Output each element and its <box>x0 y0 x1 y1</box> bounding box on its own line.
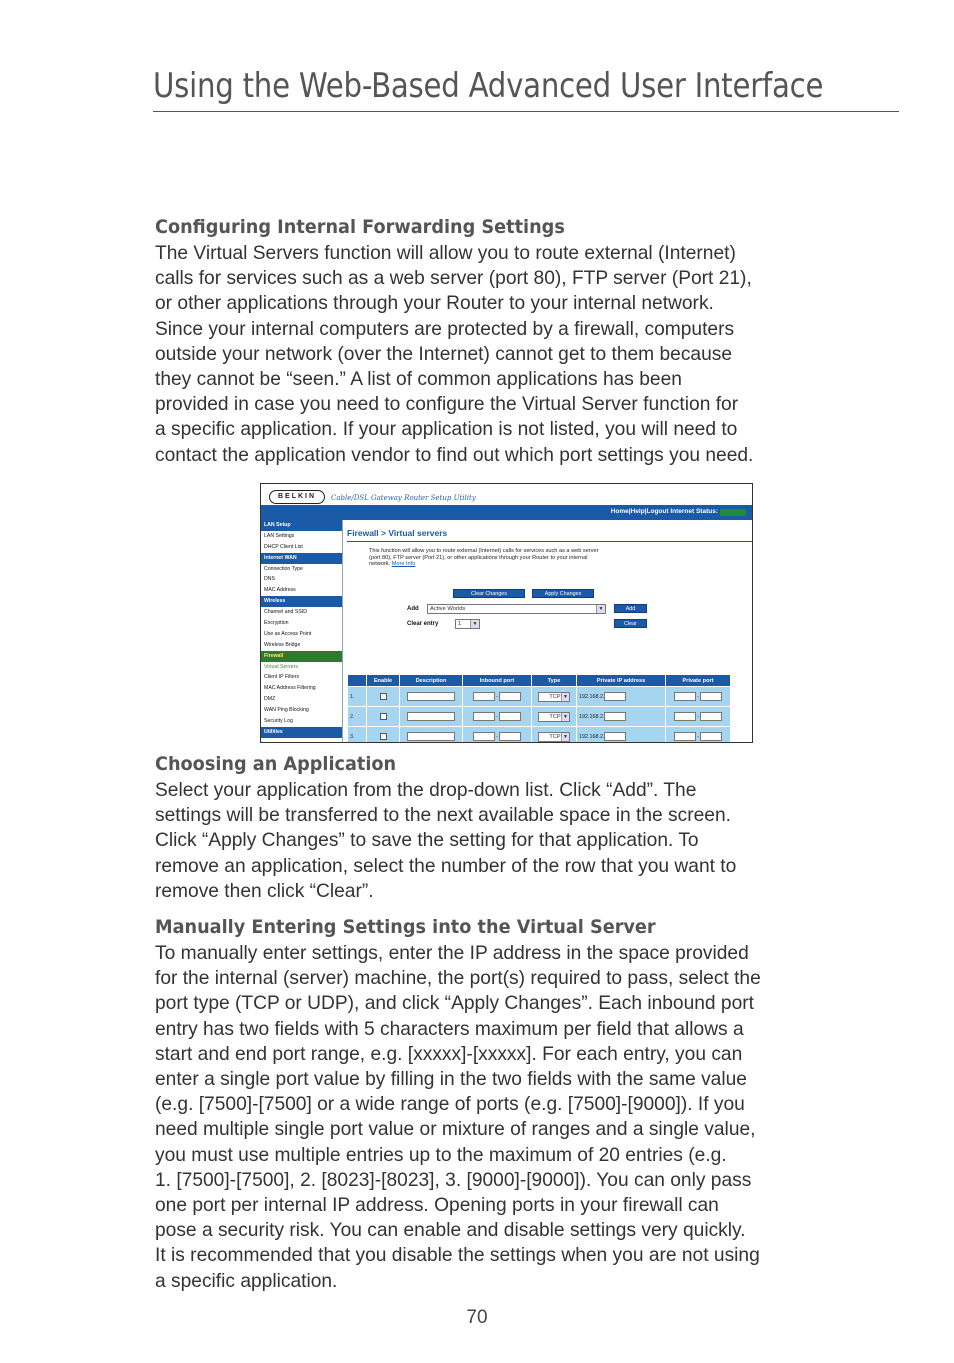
private-port-end-input[interactable] <box>700 692 722 701</box>
paragraph-line: Select your application from the drop-down list. Click “Add”. The <box>155 780 697 801</box>
row-number: 2. <box>350 713 355 720</box>
paragraph-line: one port per internal IP address. Opening ports in your firewall can <box>155 1195 719 1217</box>
table-row <box>348 707 730 726</box>
table-row <box>348 727 730 743</box>
chevron-down-icon: ▼ <box>596 605 605 613</box>
private-port-cell <box>666 727 730 743</box>
description-line-last <box>369 561 689 568</box>
paragraph-line: outside your network (over the Internet) cannot get to them because <box>155 343 733 365</box>
private-port-start-input[interactable] <box>674 732 696 741</box>
sidebar-item[interactable]: WAN Ping Blocking <box>264 707 309 714</box>
clear-changes-button[interactable]: Clear Changes <box>453 589 525 598</box>
type-cell <box>532 707 576 726</box>
private-port-start-input[interactable] <box>674 692 696 701</box>
description-cell <box>400 727 462 743</box>
sidebar-section-active: Firewall <box>261 651 342 662</box>
sidebar-section: Utilities <box>261 727 342 738</box>
paragraph-line: they cannot be “seen.” A list of common applications has been <box>155 369 682 391</box>
type-select-value: TCP <box>549 713 561 720</box>
description-line: This function will allow you to route external (Internet) calls for services such as a web server <box>369 548 599 554</box>
chevron-down-icon: ▼ <box>561 733 569 741</box>
paragraph-line: or other applications through your Router to your internal network. <box>155 293 714 315</box>
private-port-end-input[interactable] <box>700 732 722 741</box>
column-header: Enable <box>367 675 399 686</box>
sidebar-item[interactable]: MAC Address <box>264 587 296 594</box>
paragraph-line: entry has two fields with 5 characters maximum per field that allows a <box>155 1018 744 1040</box>
clear-button[interactable]: Clear <box>614 619 647 628</box>
section2-paragraph <box>155 778 885 904</box>
sidebar-item[interactable]: Encryption <box>264 620 289 627</box>
sidebar-item[interactable]: Connection Type <box>264 565 303 572</box>
type-select[interactable] <box>538 732 570 742</box>
private-port-cell <box>666 687 730 706</box>
port-range-dash: - <box>697 733 699 740</box>
paragraph-line: settings will be transferred to the next available space in the screen. <box>155 805 731 827</box>
paragraph-line: remove an application, select the number of the row that you want to <box>155 855 737 877</box>
inbound-port-end-input[interactable] <box>499 712 521 721</box>
paragraph-line: contact the application vendor to find out which port settings you need. <box>155 444 754 466</box>
clear-entry-select[interactable] <box>455 619 480 629</box>
description-line: (port 80), FTP server (Port 21), or other applications through your Router to your internal <box>369 554 588 561</box>
enable-cell <box>367 687 399 706</box>
virtual-servers-table <box>347 674 731 743</box>
port-range-dash: - <box>496 733 498 740</box>
type-cell <box>532 687 576 706</box>
application-select-value: Active Worlds <box>430 606 466 612</box>
belkin-logo: BELKIN <box>269 490 325 504</box>
utility-title: Cable/DSL Gateway Router Setup Utility <box>331 494 476 502</box>
section3-paragraph <box>155 941 885 1294</box>
private-ip-cell <box>577 707 665 726</box>
private-ip-cell <box>577 727 665 743</box>
breadcrumb-rule <box>347 541 752 542</box>
sidebar-section: LAN Setup <box>261 520 342 531</box>
page-title: Using the Web-Based Advanced User Interface <box>153 66 824 106</box>
type-select[interactable] <box>538 712 570 722</box>
paragraph-line: a specific application. If your application is not listed, you will need to <box>155 419 738 441</box>
enable-checkbox[interactable] <box>380 713 387 720</box>
sidebar-item[interactable]: Use as Access Point <box>264 630 312 637</box>
inbound-port-cell <box>463 707 531 726</box>
inbound-port-cell <box>463 727 531 743</box>
private-ip-input[interactable] <box>604 712 626 721</box>
type-select-value: TCP <box>549 733 561 740</box>
sidebar-item[interactable]: Channel and SSID <box>264 609 307 616</box>
paragraph-line: you must use multiple entries up to the maximum of 20 entries (e.g. <box>155 1144 727 1166</box>
private-port-cell <box>666 707 730 726</box>
enable-checkbox[interactable] <box>380 693 387 700</box>
private-ip-input[interactable] <box>604 692 626 701</box>
paragraph-line: The Virtual Servers function will allow you to route external (Internet) <box>155 243 736 264</box>
apply-changes-button[interactable]: Apply Changes <box>532 589 594 598</box>
column-header <box>348 675 366 686</box>
row-number-cell <box>348 707 366 726</box>
port-range-dash: - <box>697 693 699 700</box>
sidebar-item[interactable]: DMZ <box>264 696 276 703</box>
port-range-dash: - <box>496 713 498 720</box>
enable-checkbox[interactable] <box>380 733 387 740</box>
breadcrumb: Firewall > Virtual servers <box>347 528 448 538</box>
clear-entry-value: 1 <box>458 621 462 627</box>
type-select-value: TCP <box>549 693 561 700</box>
paragraph-line: enter a single port value by filling in the two fields with the same value <box>155 1069 747 1091</box>
inbound-port-cell <box>463 687 531 706</box>
row-number: 3. <box>350 733 355 740</box>
private-port-start-input[interactable] <box>674 712 696 721</box>
inbound-port-start-input[interactable] <box>473 732 495 741</box>
sidebar-item[interactable]: Wireless Bridge <box>264 641 301 648</box>
inbound-port-end-input[interactable] <box>499 732 521 741</box>
sidebar-item[interactable]: Client IP Filters <box>264 674 300 681</box>
paragraph-line: port type (TCP or UDP), and click “Apply Changes”. Each inbound port <box>155 993 755 1015</box>
sidebar-section: Internet WAN <box>261 553 342 564</box>
internet-status-indicator <box>720 509 746 516</box>
paragraph-line: remove then click “Clear”. <box>155 880 374 902</box>
inbound-port-end-input[interactable] <box>499 692 521 701</box>
sidebar <box>261 520 343 743</box>
description-input[interactable] <box>407 712 455 721</box>
paragraph-line: (e.g. [7500]-[7500] or a wide range of ports (e.g. [7500]-[9000]). If you <box>155 1094 745 1116</box>
more-info-link[interactable]: More Info <box>391 561 416 568</box>
add-button[interactable]: Add <box>614 604 647 613</box>
application-select[interactable] <box>427 604 606 614</box>
column-header: Description <box>400 675 462 686</box>
private-ip-cell <box>577 687 665 706</box>
chevron-down-icon: ▼ <box>561 693 569 701</box>
paragraph-line: To manually enter settings, enter the IP address in the space provided <box>155 943 749 964</box>
inbound-port-start-input[interactable] <box>473 692 495 701</box>
description-line: network. <box>369 561 391 568</box>
table-row <box>348 687 730 706</box>
table-header-row <box>348 675 730 686</box>
sidebar-section: Wireless <box>261 596 342 607</box>
paragraph-line: 1. [7500]-[7500], 2. [8023]-[8023], 3. [9000]-[9000]). You can only pass <box>155 1169 752 1191</box>
description-cell <box>400 687 462 706</box>
paragraph-line: for the internal (server) machine, the port(s) required to pass, select the <box>155 968 761 990</box>
type-cell <box>532 727 576 743</box>
ip-prefix: 192.168.2. <box>579 713 605 720</box>
sidebar-item[interactable]: Security Log <box>264 718 293 725</box>
enable-cell <box>367 707 399 726</box>
sidebar-item[interactable]: DHCP Client List <box>264 543 303 550</box>
description-input[interactable] <box>407 732 455 741</box>
ip-prefix: 192.168.2. <box>579 693 605 700</box>
screenshot-top-band <box>261 484 752 505</box>
inbound-port-start-input[interactable] <box>473 712 495 721</box>
clear-entry-label: Clear entry <box>407 621 439 627</box>
private-port-end-input[interactable] <box>700 712 722 721</box>
add-label: Add <box>407 606 419 612</box>
paragraph-line: calls for services such as a web server (port 80), FTP server (Port 21), <box>155 268 752 290</box>
paragraph-line: Since your internal computers are protected by a firewall, computers <box>155 318 735 340</box>
paragraph-line: provided in case you need to configure the Virtual Server function for <box>155 394 739 416</box>
sidebar-item[interactable]: MAC Address Filtering <box>264 685 316 692</box>
section-heading-internal-forwarding: Configuring Internal Forwarding Settings <box>155 216 565 238</box>
private-ip-input[interactable] <box>604 732 626 741</box>
row-number-cell <box>348 727 366 743</box>
ip-prefix: 192.168.2. <box>579 733 605 740</box>
description-input[interactable] <box>407 692 455 701</box>
paragraph-line: It is recommended that you disable the settings when you are not using <box>155 1245 760 1267</box>
top-links[interactable]: Home|Help|Logout Internet Status: <box>610 508 718 515</box>
column-header: Private port <box>666 675 730 686</box>
column-header: Type <box>532 675 576 686</box>
type-select[interactable] <box>538 692 570 702</box>
paragraph-line: pose a security risk. You can enable and disable settings very quickly. <box>155 1220 746 1242</box>
chevron-down-icon: ▼ <box>561 713 569 721</box>
section-heading-manual-settings: Manually Entering Settings into the Virtual Server <box>155 916 656 938</box>
row-number-cell <box>348 687 366 706</box>
enable-cell <box>367 727 399 743</box>
main-panel <box>347 520 752 743</box>
title-rule <box>153 111 899 112</box>
sidebar-item-current[interactable]: Virtual Servers <box>264 663 298 670</box>
paragraph-line: Click “Apply Changes” to save the setting for that application. To <box>155 830 699 852</box>
router-screenshot <box>260 483 753 743</box>
port-range-dash: - <box>496 693 498 700</box>
page-number: 70 <box>466 1307 488 1328</box>
sidebar-item[interactable]: LAN Settings <box>264 532 295 539</box>
page-header <box>153 62 899 110</box>
paragraph-line: need multiple single port value or mixture of ranges and a single value, <box>155 1119 756 1141</box>
port-range-dash: - <box>697 713 699 720</box>
chevron-down-icon: ▼ <box>470 620 479 628</box>
row-number: 1. <box>350 693 355 700</box>
description-cell <box>400 707 462 726</box>
section-heading-choosing-application: Choosing an Application <box>155 753 397 775</box>
function-description <box>369 548 689 568</box>
column-header: Inbound port <box>463 675 531 686</box>
paragraph-line: start and end port range, e.g. [xxxxx]-[xxxxx]. For each entry, you can <box>155 1043 743 1065</box>
sidebar-item[interactable]: DNS <box>264 576 275 583</box>
section1-paragraph <box>155 241 885 468</box>
paragraph-line: a specific application. <box>155 1270 338 1292</box>
column-header: Private IP address <box>577 675 665 686</box>
